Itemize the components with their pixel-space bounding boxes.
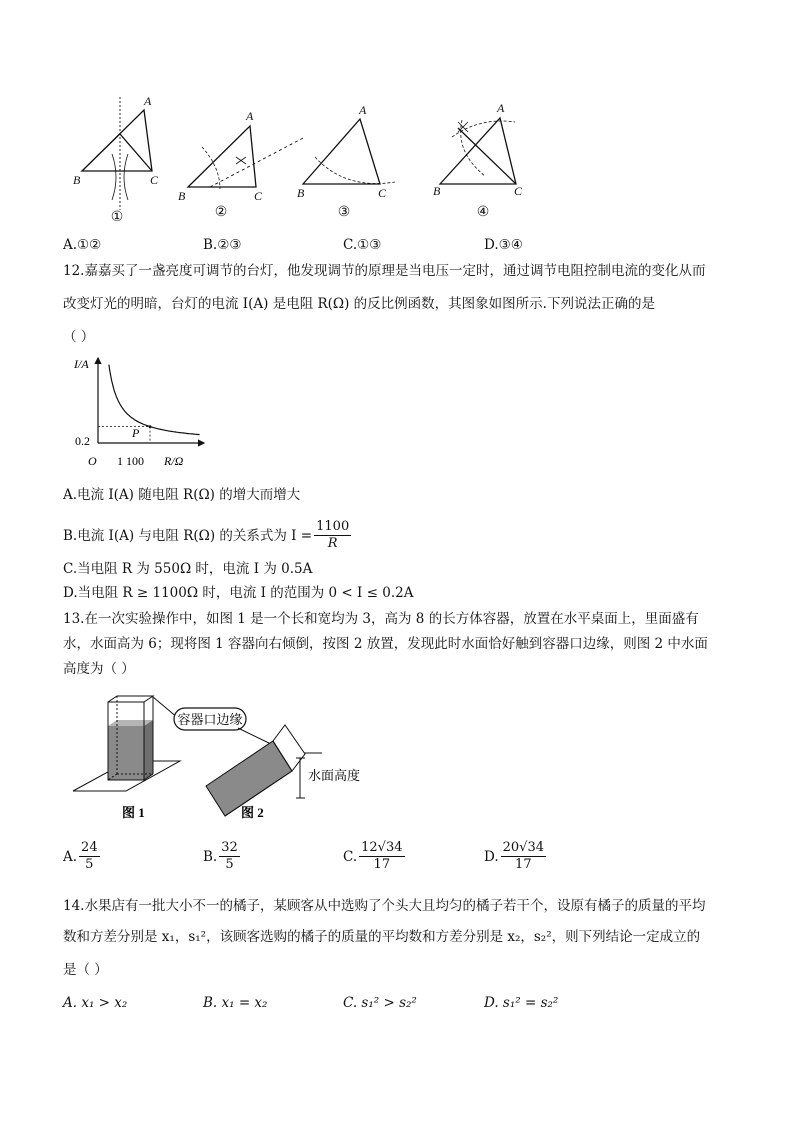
q11-option-b[interactable]: B.②③ <box>203 237 242 253</box>
q11-figures <box>60 92 540 227</box>
q13-option-d[interactable] <box>484 840 548 873</box>
q12-y-tick-label: 0.2 <box>75 434 90 448</box>
q14-option-b[interactable]: B. x₁ = x₂ <box>203 995 268 1011</box>
q12-option-c[interactable]: C.当电阻 R 为 550Ω 时，电流 I 为 0.5A <box>63 561 313 577</box>
q11-f4-label-A: A <box>497 101 505 115</box>
q11-fig3 <box>303 119 395 184</box>
q12-answer-paren: （ ） <box>63 329 95 345</box>
q12-option-b-text: B.电流 I(A) 与电阻 R(Ω) 的关系式为 I = <box>63 527 313 544</box>
q12-y-axis-label: I/A <box>74 357 89 371</box>
q12-graph <box>72 354 212 469</box>
q11-fig1 <box>82 97 152 210</box>
q11-f4-label-C: C <box>514 184 523 198</box>
q13-option-c-num: 12√34 <box>361 840 403 855</box>
q11-option-c[interactable]: C.①③ <box>343 237 382 253</box>
q13-figures <box>68 688 388 823</box>
q12-stem-line1: 12.嘉嘉买了一盏亮度可调节的台灯，他发现调节的原理是当电压一定时，通过调节电阻控制电流的变化从而 <box>63 263 706 279</box>
q13-option-b[interactable] <box>203 840 242 873</box>
q13-option-b-den: 5 <box>225 857 234 872</box>
q13-option-c-den: 17 <box>373 857 391 872</box>
q13-fig1-caption: 图 1 <box>122 805 145 820</box>
q14-stem-line3: 是（ ） <box>63 962 108 978</box>
q14-stem-line1: 14.水果店有一批大小不一的橘子，某顾客从中选购了个头大且均匀的橘子若干个，设原有橘子的质量的平均 <box>63 898 706 914</box>
q13-stem-line2: 水，水面高为 6；现将图 1 容器向右倾倒，按图 2 放置，发现此时水面恰好触到容器口边缘，则图 2 中水面 <box>63 636 708 652</box>
q12-stem-line2: 改变灯光的明暗，台灯的电流 I(A) 是电阻 R(Ω) 的反比例函数，其图象如图所示.下列说法正确的是 <box>63 296 655 312</box>
q13-fig2 <box>206 725 322 816</box>
q12-option-b-fraction <box>314 519 351 552</box>
q12-x-axis-label: R/Ω <box>164 454 184 468</box>
q12-x-tick-label: 1 100 <box>117 454 144 468</box>
q13-option-a-den: 5 <box>85 857 94 872</box>
q11-fig4 <box>440 118 516 184</box>
q11-fig-num-2: ② <box>214 205 228 220</box>
q11-fig-num-1: ① <box>110 210 124 225</box>
q11-f1-label-B: B <box>73 173 81 187</box>
q11-fig-num-3: ③ <box>337 205 351 220</box>
q11-f3-label-B: B <box>297 186 305 200</box>
q13-stem-line1: 13.在一次实验操作中，如图 1 是一个长和宽均为 3，高为 8 的长方体容器，放置在水平桌面上，里面盛有 <box>63 611 699 627</box>
q13-height-label: 水面高度 <box>308 768 361 783</box>
q13-option-a-num: 24 <box>81 840 98 855</box>
q13-option-d-letter: D. <box>484 848 499 865</box>
q13-callout-text: 容器口边缘 <box>177 712 243 727</box>
q11-fig-num-4: ④ <box>476 205 490 220</box>
q13-option-d-den: 17 <box>515 857 532 872</box>
q11-f3-label-A: A <box>359 103 367 117</box>
q11-f2-label-C: C <box>254 189 263 203</box>
q13-fig2-caption: 图 2 <box>241 805 264 820</box>
q14-option-c[interactable]: C. s₁² > s₂² <box>343 995 417 1011</box>
q13-option-d-num: 20√34 <box>502 840 545 855</box>
q13-callout <box>174 708 246 730</box>
q11-option-d[interactable]: D.③④ <box>484 237 523 253</box>
q11-f2-label-A: A <box>246 109 254 123</box>
q13-stem-line3: 高度为（ ） <box>63 661 135 677</box>
q11-option-a[interactable]: A.①② <box>63 237 102 253</box>
q11-f4-label-B: B <box>433 184 441 198</box>
q13-option-a-letter: A. <box>63 848 78 865</box>
q11-fig2 <box>188 126 305 189</box>
q11-f1-label-A: A <box>144 94 152 108</box>
q12-option-b-num: 1100 <box>316 519 350 534</box>
q13-option-b-num: 32 <box>221 840 238 855</box>
q12-option-b[interactable] <box>63 519 353 552</box>
q11-f3-label-C: C <box>378 186 387 200</box>
q13-fig1 <box>73 696 180 791</box>
q13-option-c-letter: C. <box>343 848 358 865</box>
q11-f1-label-C: C <box>150 173 159 187</box>
q11-f2-label-B: B <box>178 189 186 203</box>
q14-option-a[interactable]: A. x₁ > x₂ <box>63 995 128 1011</box>
q12-option-a[interactable]: A.电流 I(A) 随电阻 R(Ω) 的增大而增大 <box>63 487 301 503</box>
q12-point-p <box>149 425 152 428</box>
q12-point-label: P <box>132 426 140 440</box>
q12-option-b-den: R <box>327 536 338 551</box>
q13-option-b-letter: B. <box>203 848 218 865</box>
q14-stem-line2: 数和方差分别是 x₁，s₁²，该顾客选购的橘子的质量的平均数和方差分别是 x₂，s₂²，则下列结论一定成立的 <box>63 929 701 945</box>
q13-option-c[interactable] <box>343 840 407 873</box>
q13-option-a[interactable] <box>63 840 102 873</box>
q14-option-d[interactable]: D. s₁² = s₂² <box>484 995 559 1011</box>
q12-option-d[interactable]: D.当电阻 R ≥ 1100Ω 时，电流 I 的范围为 0 < I ≤ 0.2A <box>63 585 414 601</box>
q12-curve <box>109 365 200 435</box>
q12-origin-label: O <box>88 454 97 468</box>
